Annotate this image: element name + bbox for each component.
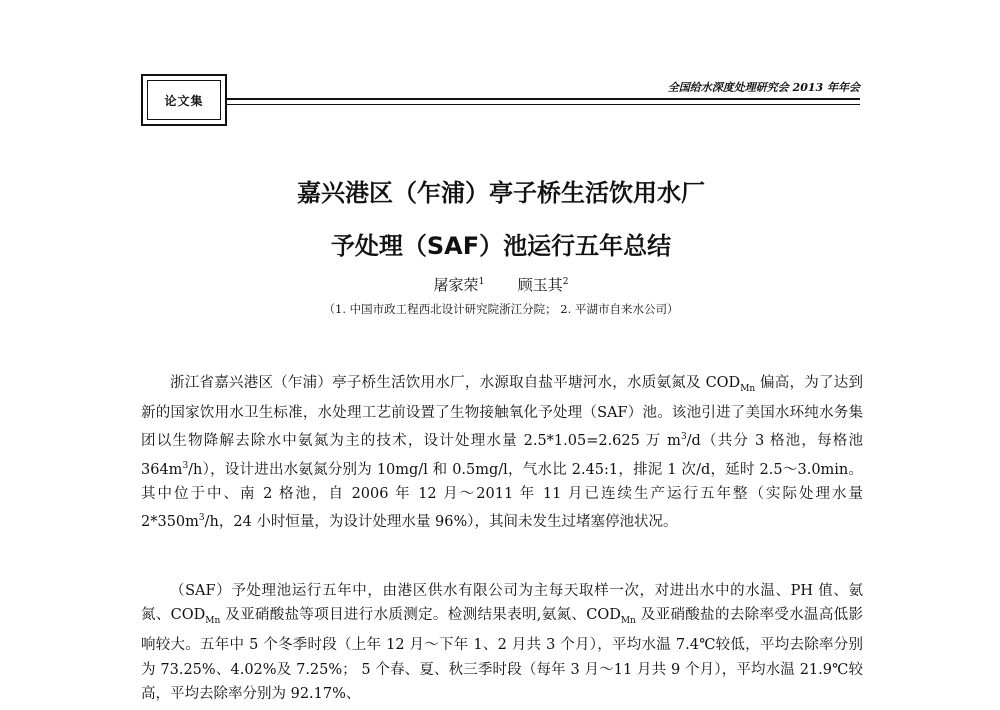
p1-sup-1: 3 — [680, 432, 687, 443]
p2-text-c: 及亚硝酸盐的去除率受水温高低影响较大。五年中 5 个冬季时段（上年 12 月～下年 1、2 月共 3 个月），平均水温 7.4℃较低，平均去除率分别为 73.25%、4.02%及 7.25%； 5 个春、夏、秋三季时段（每年 3 月～11 月共 9 个月），平均水温 21.9℃较高，平均去除率分别为 92.17%、 — [141, 607, 863, 703]
header-rule-thin — [225, 104, 860, 105]
p1-text-e: /h，24 小时恒量，为设计处理水量 96%），其间未发生过堵塞停池状况。 — [204, 513, 678, 530]
conference-header: 全国给水深度处理研究会 2013 年年会 — [667, 81, 860, 94]
p2-text-b: 及亚硝酸盐等项目进行水质测定。检测结果表明,氨氮、COD — [220, 607, 621, 624]
section-label-box — [141, 74, 227, 126]
paper-title-line-1: 嘉兴港区（乍浦）亭子桥生活饮用水厂 — [297, 179, 705, 207]
p1-sub-1: Mn — [740, 383, 756, 394]
p2-sub-2: Mn — [620, 616, 636, 627]
p1-text-a: 浙江省嘉兴港区（乍浦）亭子桥生活饮用水厂，水源取自盐平塘河水，水质氨氮及 COD — [170, 375, 741, 391]
p1-sup-3: 3 — [198, 513, 205, 524]
p2-text-a: （SAF）予处理池运行五年中，由港区供水有限公司为主每天取样一次，对进出水中的水温、PH 值、氨氮、COD — [141, 583, 863, 624]
affiliation: （1. 中国市政工程西北设计研究院浙江分院； 2. 平湖市自来水公司） — [323, 302, 679, 316]
paper-title-line-2: 予处理（SAF）池运行五年总结 — [330, 232, 672, 260]
p1-sup-2: 3 — [182, 460, 189, 471]
p2-sub-1: Mn — [205, 616, 221, 627]
p1-text-b: 偏高，为了达到新的国家饮用水卫生标准，水处理工艺前设置了生物接触氧化予处理（SAF）池。该池引进了美国水环纯水务集团以生物降解去除水中氨氮为主的技术，设计处理水量 2.5*1.05=2.625 万 m — [141, 375, 864, 450]
body-paragraph-2 — [141, 579, 863, 706]
header-rule — [225, 98, 860, 100]
author-1-mark: 1 — [478, 277, 485, 287]
author-line — [141, 274, 861, 295]
p1-text-d: /h），设计进出水氨氮分别为 10mg/l 和 0.5mg/l，气水比 2.45:1，排泥 1 次/d，延时 2.5～3.0min。其中位于中、南 2 格池，自 2006 年 12 月～2011 年 11 月已连续生产运行五年整（实际处理水量 2*350m — [141, 461, 863, 530]
p1-text-c: /d（共分 3 格池，每格池 364m — [141, 433, 863, 478]
author-1: 屠家荣 — [433, 276, 479, 294]
author-2-mark: 2 — [562, 277, 569, 287]
author-2: 顾玉其 — [517, 276, 563, 294]
body-paragraph-1 — [141, 371, 863, 534]
section-label: 论文集 — [147, 80, 221, 120]
